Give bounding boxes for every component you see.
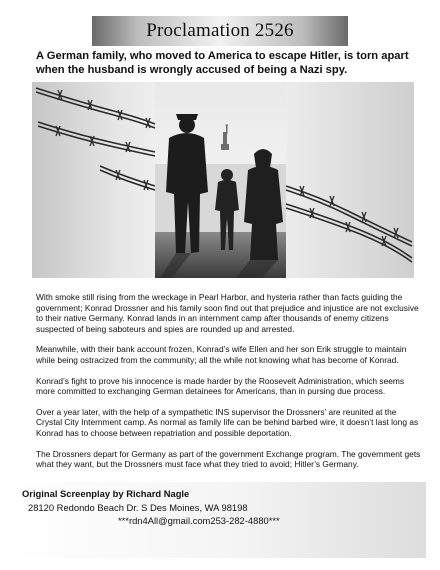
synopsis <box>36 292 422 480</box>
title-bar <box>92 16 348 46</box>
byline: Original Screenplay by Richard Nagle <box>22 488 190 499</box>
contact-info: ***rdn4All@gmail.com253-282-4880*** <box>118 515 280 526</box>
synopsis-paragraph: The Drossners depart for Germany as part of the government Exchange program. The government gets what they want, but the Drossners must face what they tried to avoid; Hitler’s Germany. <box>36 448 421 470</box>
synopsis-paragraph: Over a year later, with the help of a sympathetic INS supervisor the Drossners’ are reunited at the Crystal City Internment camp. As normal as family life can be behind barbed wire, it doesn’t last long as Konrad has to choose between repatriation and possible deportation. <box>36 406 419 438</box>
page-title: Proclamation 2526 <box>146 20 294 41</box>
footer <box>14 482 426 558</box>
synopsis-paragraph: With smoke still rising from the wreckage in Pearl Harbor, and hysteria rather than facts guiding the government; Konrad Drossner and his family soon find out that prejudice and injustice are not exclusive to their native Germany. Konrad lands in an internment camp after thousands of enemy citizens suspected of being saboteurs and spies are rounded up and arrested. <box>36 292 419 334</box>
hero-image <box>0 82 440 278</box>
synopsis-paragraph: Konrad’s fight to prove his innocence is made harder by the Roosevelt Administration, which seems more committed to exchanging German detainees for Americans, than in pursing due process. <box>36 375 405 397</box>
address: 28120 Redondo Beach Dr. S Des Moines, WA 98198 <box>28 502 248 513</box>
family-photo <box>155 82 286 278</box>
logline: A German family, who moved to America to escape Hitler, is torn apart when the husband is wrongly accused of being a Nazi spy. <box>36 50 409 76</box>
synopsis-paragraph: Meanwhile, with their bank account frozen, Konrad’s wife Ellen and her son Erik struggle to maintain while being ostracized from the community; all the while not knowing what has become of Konrad. <box>36 344 407 365</box>
